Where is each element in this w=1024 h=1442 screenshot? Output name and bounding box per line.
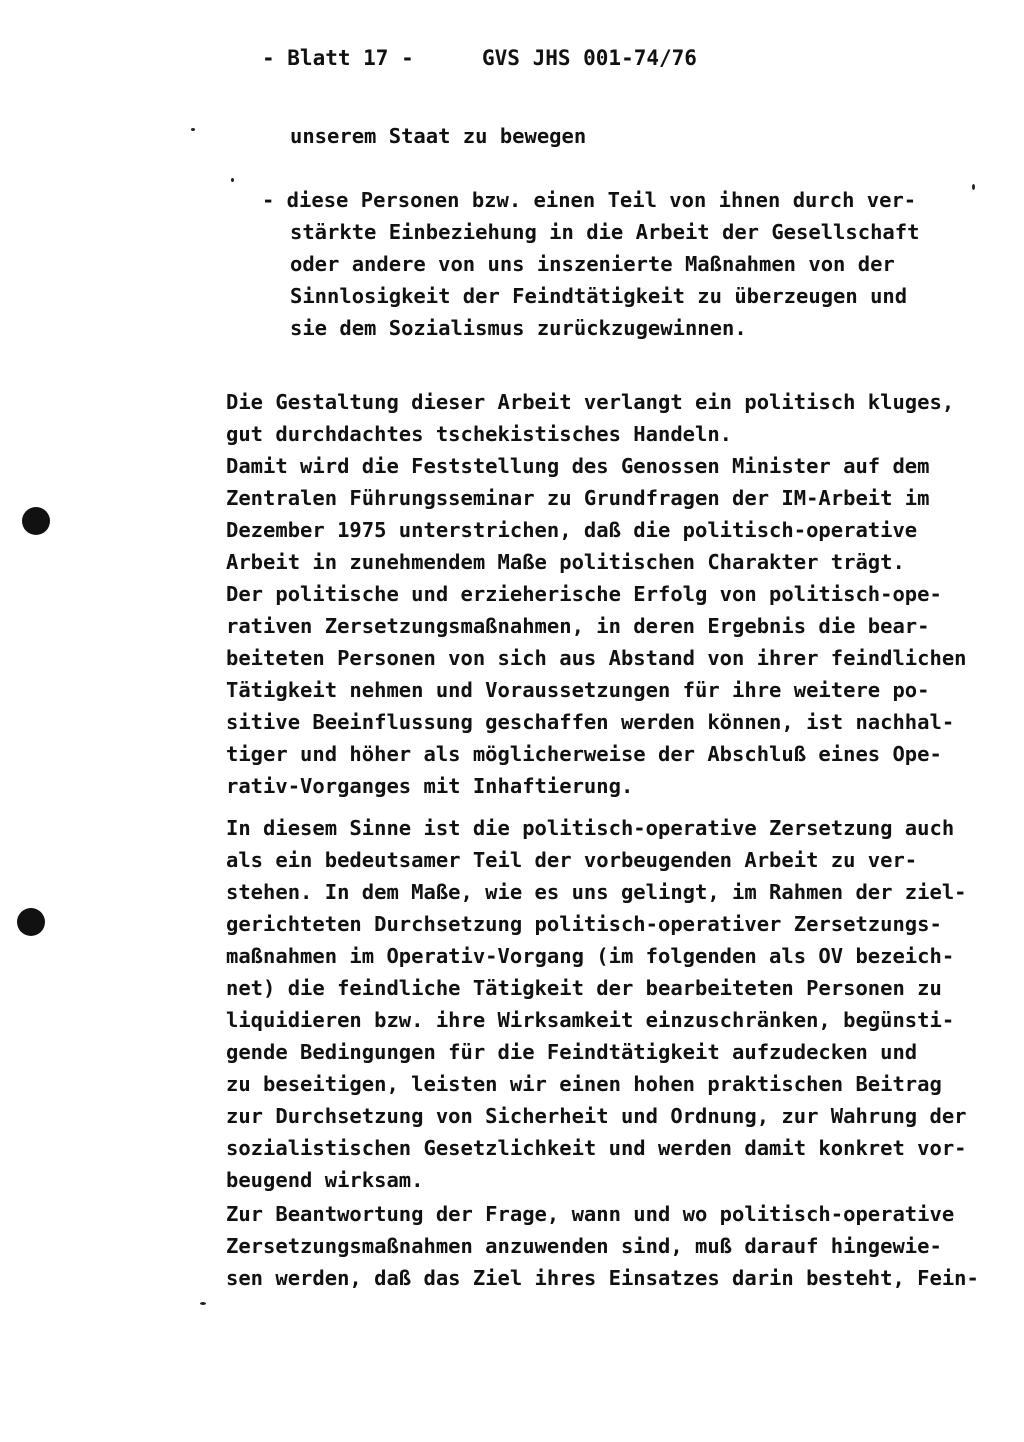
- text-line: stehen. In dem Maße, wie es uns gelingt, im Rahmen der ziel-: [226, 880, 967, 904]
- text-line: Der politische und erzieherische Erfolg von politisch-ope-: [226, 582, 942, 606]
- text-line: Arbeit in zunehmendem Maße politischen Charakter trägt.: [226, 550, 905, 574]
- text-line: Dezember 1975 unterstrichen, daß die politisch-operative: [226, 518, 918, 542]
- text-line: gende Bedingungen für die Feindtätigkeit aufzudecken und: [226, 1040, 918, 1064]
- punch-hole: [22, 507, 50, 535]
- text-line: liquidieren bzw. ihre Wirksamkeit einzuschränken, begünsti-: [226, 1008, 955, 1032]
- text-line: Tätigkeit nehmen und Voraussetzungen für ihre weitere po-: [226, 678, 930, 702]
- text-line: Zur Beantwortung der Frage, wann und wo politisch-operative: [226, 1202, 955, 1226]
- text-line: beiteten Personen von sich aus Abstand von ihrer feindlichen: [226, 646, 967, 670]
- text-line: sozialistischen Gesetzlichkeit und werden damit konkret vor-: [226, 1136, 967, 1160]
- text-line: zur Durchsetzung von Sicherheit und Ordnung, zur Wahrung der: [226, 1104, 967, 1128]
- punch-hole: [17, 908, 45, 936]
- text-line: zu beseitigen, leisten wir einen hohen praktischen Beitrag: [226, 1072, 942, 1096]
- text-line: rativ-Vorganges mit Inhaftierung.: [226, 774, 634, 798]
- text-line: Sinnlosigkeit der Feindtätigkeit zu überzeugen und: [290, 284, 908, 308]
- text-line: sitive Beeinflussung geschaffen werden können, ist nachhal-: [226, 710, 955, 734]
- text-line: In diesem Sinne ist die politisch-operative Zersetzung auch: [226, 816, 955, 840]
- text-line: gut durchdachtes tschekistisches Handeln.: [226, 422, 733, 446]
- scan-speck: [191, 128, 195, 131]
- text-line: Zentralen Führungsseminar zu Grundfragen der IM-Arbeit im: [226, 486, 930, 510]
- text-line: net) die feindliche Tätigkeit der bearbeiteten Personen zu: [226, 976, 942, 1000]
- scan-speck: [200, 1302, 206, 1305]
- text-line: als ein bedeutsamer Teil der vorbeugenden Arbeit zu ver-: [226, 848, 918, 872]
- text-line: stärkte Einbeziehung in die Arbeit der Gesellschaft: [290, 220, 920, 244]
- scan-speck: [231, 178, 234, 182]
- text-line: unserem Staat zu bewegen: [290, 124, 587, 148]
- page-number-label: - Blatt 17 -: [262, 46, 414, 70]
- text-line: - diese Personen bzw. einen Teil von ihnen durch ver-: [262, 188, 917, 212]
- text-line: tiger und höher als möglicherweise der Abschluß eines Ope-: [226, 742, 942, 766]
- text-line: maßnahmen im Operativ-Vorgang (im folgenden als OV bezeich-: [226, 944, 955, 968]
- text-line: rativen Zersetzungsmaßnahmen, in deren Ergebnis die bear-: [226, 614, 930, 638]
- text-line: oder andere von uns inszenierte Maßnahmen von der: [290, 252, 895, 276]
- text-line: sie dem Sozialismus zurückzugewinnen.: [290, 316, 747, 340]
- document-reference: GVS JHS 001-74/76: [482, 46, 697, 70]
- text-line: Die Gestaltung dieser Arbeit verlangt ein politisch kluges,: [226, 390, 955, 414]
- text-line: sen werden, daß das Ziel ihres Einsatzes darin besteht, Fein-: [226, 1266, 979, 1290]
- scan-speck: [972, 184, 975, 190]
- text-line: gerichteten Durchsetzung politisch-operativer Zersetzungs-: [226, 912, 942, 936]
- text-line: beugend wirksam.: [226, 1168, 424, 1192]
- text-line: Zersetzungsmaßnahmen anzuwenden sind, muß darauf hingewie-: [226, 1234, 942, 1258]
- text-line: Damit wird die Feststellung des Genossen Minister auf dem: [226, 454, 930, 478]
